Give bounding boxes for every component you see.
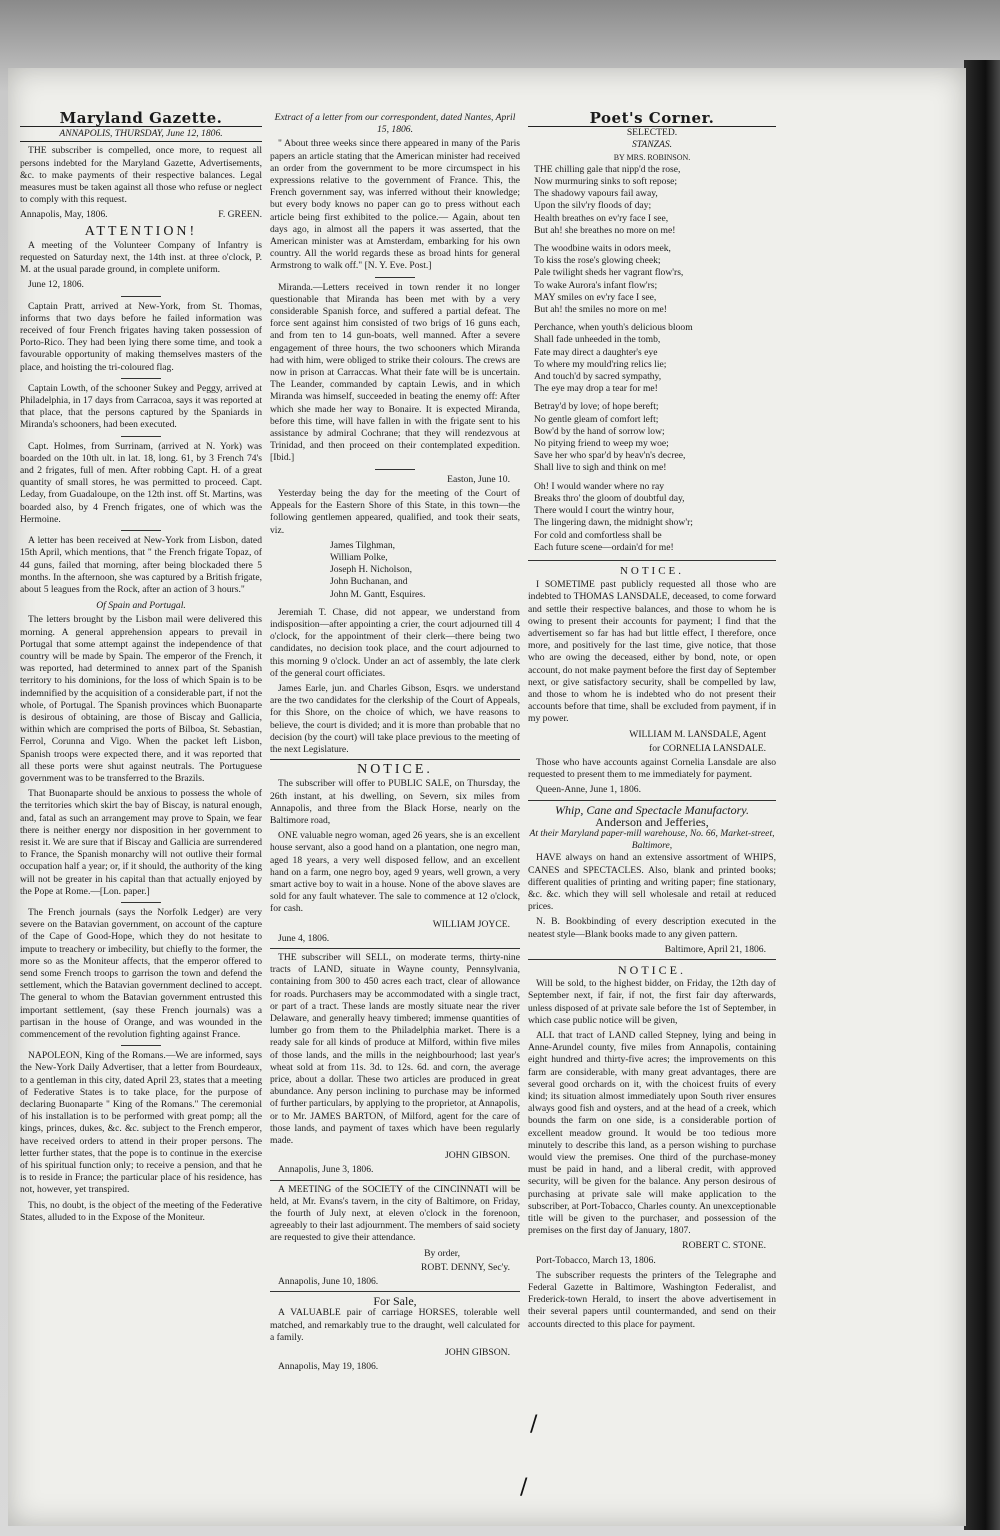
page-content — [20, 109, 776, 1512]
separator — [121, 1045, 161, 1046]
stone-notice-2: The subscriber requests the printers of the Telegraphe and Federal Gazette in Baltimore, Washington Federalist, and Frederick-town Herald, to insert the above advertisement in their several papers until countermanded, and send on their accounts directed to this place for payment. — [528, 1269, 776, 1330]
separator — [121, 378, 161, 379]
article-french-journals: The French journals (says the Norfolk Ledger) are very severe on the Batavian government, on account of the capture of the Cape of Good-Hope, which they do not hesitate to impute to treachery or imbecility, but chiefly to the former, the more so as the Moniteur affects, that the emperor offered to send some French troops to garrison the town and defend the settlement, which the Batavian government declined to accept. The general to whom the Batavian government entrusted this important settlement, (say these French journals) was a partisan in the house of Orange, and was wounded in the commencement of the revolution fighting against France. — [20, 906, 262, 1041]
article-easton-2: Jeremiah T. Chase, did not appear, we understand from indisposition—after appointing a crier, the court adjourned till 4 o'clock, for the appointment of their clerk—there being two candidates, no decision took place, and the court adjourned to this morning 9 o'clock. Under an act of assembly, the late clerk of the general court officiates. — [270, 606, 520, 679]
sale-date: June 4, 1806. — [278, 932, 330, 944]
separator — [121, 530, 161, 531]
lansdale-notice: I SOMETIME past publicly requested all those who are indebted to THOMAS LANSDALE, deceased, to come forward and settle their respective balances, and those to whom he is owing to present their accounts for payment; I find that the advertisement so far has had but little effect, I therefore, once more, and positively for the last time, give notice, that those who are owing the deceased, either by bond, note, or open account, do not make payment before the first day of September next, or give satisfactory security, shall be compelled by law, and those to whom he is indebted who do not present their accounts before that time, shall be excluded from payment, if in my power. — [528, 579, 776, 725]
attention-text: A meeting of the Volunteer Company of Infantry is requested on Saturday next, the 14th inst. at three o'clock, P. M. at the usual parade ground, in complete uniform. — [20, 239, 262, 276]
verse-2: The woodbine waits in odors meek, To kiss the rose's glowing cheek; Pale twilight sheds her vagrant flow'rs, To wake Aurora's infant flow'rs; MAY smiles on ev'ry face I see, But ah! the smiles no more on me! — [534, 243, 684, 316]
land-date: Annapolis, June 3, 1806. — [278, 1164, 374, 1176]
subscriber-notice: THE subscriber is compelled, once more, to request all persons indebted for the Maryland Gazette, Advertisements, &c. to make payments of their respective balances. Legal measures must be taken against all those who refuse or neglect to comply with this request. — [20, 145, 262, 206]
article-holmes: Capt. Holmes, from Surrinam, (arrived at N. York) was boarded on the 10th ult. in lat. 18, long. 61, by 3 French 74's and 2 frigates, full of men. After robbing Capt. H. of a great quantity of small stores, he was permitted to proceed. Capt. Leday, from Guadaloupe, on the 12th inst. off St. Martins, was boarded also, by 4 French frigates, one of which was the Hermoine. — [20, 440, 262, 525]
selected-label: SELECTED. — [528, 126, 776, 139]
poem-author: BY MRS. ROBINSON. — [613, 152, 691, 162]
land-signature: JOHN GIBSON. — [444, 1150, 510, 1162]
verse-4: Betray'd by love; of hope bereft; No gentle gleam of comfort left; Bow'd by the hand of sorrow low; No pitying friend to weep my woe; Save her who spar'd by heav'n's decree, Shall live to sigh and think on me! — [534, 401, 686, 474]
cincinnati-signature: ROBT. DENNY, Sec'y. — [421, 1261, 510, 1273]
stone-intro: Will be sold, to the highest bidder, on Friday, the 12th day of September next, if fair, if not, the first fair day afterwards, unless disposed of at private sale before the 1st of September, in which case public notice will be given, — [528, 978, 776, 1026]
stanzas-title: STANZAS. — [631, 139, 673, 151]
whip-text-2: N. B. Bookbinding of every description executed in the neatest style—Blank books made to any given pattern. — [528, 916, 776, 940]
article-miranda: Miranda.—Letters received in town render it no longer questionable that Miranda has been met with by a very considerable Spanish force, and suffered a partial defeat. The force sent against him consisted of two brigs of 16 guns each, and from ten to 14 gun-boats, well manned. After a severe engagement of three hours, the two schooners which Miranda had with him, were obliged to strike their colours. The crews are now in prison at Carraccas. What their fate will be is uncertain. The Leander, commanded by captain Lewis, and in which Miranda was himself, succeeded in beating the enemy off: After which she made her way to Bonaire. It is expected Miranda, before this time, will have fallen in with the frigate sent to his assistance by admiral Cochrane; that they will rendezvous at Trinidad, and then proceed on their contemplated expedition. [Ibid.] — [270, 281, 520, 464]
land-notice: THE subscriber will SELL, on moderate terms, thirty-nine tracts of LAND, situate in Wayne county, Pennsylvania, containing from 300 to 450 acres each tract, clear of allowance for roads. Purchasers may be accommodated with a single tract, or part of a tract. These lands are mostly situate near the river Delaware, and generally heavy timbered; immense quantities of lumber go from them to the Philadelphia market. There is a ready sale for all kinds of produce at Milford, within five miles of those lands, and the mills in the neighbourhood; last year's wheat sold at from 11s. 3d. to 12s. 6d. and corn, the average price, about a dollar. These two articles are produced in great abundance. Any person inclining to purchase may be informed of further particulars, by applying to the proprietor, at Annapolis, or to Mr. JAMES BARTON, of Milford, agent for the care of those lands, and payment of taxes which have been regularly made. — [270, 952, 520, 1147]
lansdale-for: for CORNELIA LANSDALE. — [649, 742, 766, 754]
notice-heading: NOTICE. — [619, 564, 685, 577]
rule — [270, 1291, 520, 1292]
whip-heading: Whip, Cane and Spectacle Manufactory. — [555, 802, 749, 817]
lansdale-signature: WILLIAM M. LANSDALE, Agent — [629, 728, 766, 740]
rule — [270, 1180, 520, 1181]
spain-portugal-heading: Of Spain and Portugal. — [96, 600, 186, 612]
stone-notice: ALL that tract of LAND called Stepney, lying and being in Anne-Arundel county, five miles from Annapolis, containing eight hundred and thirty-five acres; the improvements on this farm are considerable, with many great advantages, there are several good orchards on it, with the choicest fruits of every kind; its situation almost immediately upon South river ensures always good fish and oysters, and at the head of a creek, which bounds the farm on one side, is a considerable portion of excellent meadow ground. It would be too tedious more minutely to describe this land, as a person wishing to purchase would view the premises. One third of the purchase-money must be paid in hand, and a liberal credit, with approved security, will be given for the balance. Any person desirous of purchasing at private sale will make application to the subscriber, at Port-Tobacco, Charles county. An unexceptionable title will be given to the purchaser, and possession of the premises on the first day of January, 1807. — [528, 1030, 776, 1237]
cincinnati-date: Annapolis, June 10, 1806. — [278, 1276, 379, 1288]
forsale-date: Annapolis, May 19, 1806. — [278, 1361, 379, 1373]
sale-text: ONE valuable negro woman, aged 26 years, she is an excellent house servant, also a good hand on a plantation, one negro man, aged 18 years, a very well disposed fellow, and an excellent hand on a farm, one negro boy, aged 9 years, well grown, a very smart active boy to wait in a house. None of the above slaves are sold for any fault whatever. The sale to commence at 12 o'clock, for cash. — [270, 830, 520, 915]
whip-date: Baltimore, April 21, 1806. — [664, 943, 766, 955]
forsale-signature: JOHN GIBSON. — [444, 1347, 510, 1359]
forsale-heading: For Sale, — [373, 1294, 417, 1309]
issue-dateline: ANNAPOLIS, THURSDAY, June 12, 1806. — [20, 126, 262, 142]
masthead-poets-corner: Poet's Corner. — [589, 109, 715, 127]
lansdale-date: Queen-Anne, June 1, 1806. — [536, 784, 641, 796]
handwritten-mark: / — [520, 1475, 528, 1500]
whip-firm: Anderson and Jefferies, — [595, 814, 709, 829]
rule — [528, 800, 776, 801]
article-napoleon: NAPOLEON, King of the Romans.—We are informed, says the New-York Daily Advertiser, that a letter from Bourdeaux, to a gentleman in this city, dated April 23, states that a meeting of Federative States is to take place, for the purpose of declaring Buonaparte " King of the Romans." The ceremonial of his installation is to be performed with great pomp; all the kings, princes, dukes, &c. &c. subject to the French emperor, have received orders to attend in their proper persons. The letter further states, that the pope is to continue in the exercise of his spiritual function only; to receive a pension, and that he is to reside in France; the particular place of his residence, has not, however, yet transpired. — [20, 1050, 262, 1196]
separator — [121, 296, 161, 297]
lansdale-notice-2: Those who have accounts against Cornelia Lansdale are also requested to present them to me immediately for payment. — [528, 756, 776, 781]
whip-address: At their Maryland paper-mill warehouse, No. 66, Market-street, Baltimore, — [529, 827, 775, 852]
masthead-maryland-gazette: Maryland Gazette. — [59, 109, 223, 127]
article-pratt: Captain Pratt, arrived at New-York, from St. Thomas, informs that two days before he failed information was received of four French frigates having taken possession of Porto-Rico. They had been lying there some time, and took a favourable opportunity of making themselves masters of the place, and hoisting the tri-coloured flag. — [20, 300, 262, 373]
separator — [121, 902, 161, 903]
column-1 — [20, 109, 262, 1227]
column-2 — [270, 112, 520, 1377]
book-spine — [964, 60, 1000, 1530]
article-lowth: Captain Lowth, of the schooner Sukey and Peggy, arrived at Philadelphia, in 17 days from Carracoa, says it was reported at that place, that the persons captured by the Spaniards in Miranda's schooners, had been executed. — [20, 382, 262, 431]
stone-date: Port-Tobacco, March 13, 1806. — [536, 1254, 656, 1266]
article-easton-3: James Earle, jun. and Charles Gibson, Esqrs. we understand are the two candidates for the clerkship of the Court of Appeals, for this Shore, on the choice of which, we have reasons to believe, the court is divided; and it is more than probable that no decision (by the court) will take place previous to the meeting of the next Legislature. — [270, 682, 520, 755]
separator — [375, 277, 415, 278]
column-3 — [528, 109, 776, 1334]
judges-list: James Tilghman, William Polke, Joseph H. Nicholson, John Buchanan, and John M. Gantt, Esquires. — [330, 539, 426, 600]
cincinnati-order: By order, — [424, 1247, 460, 1259]
newspaper-page — [8, 68, 966, 1526]
rule — [528, 959, 776, 960]
notice-signature: F. GREEN. — [218, 209, 262, 221]
notice-heading: NOTICE. — [357, 762, 433, 778]
easton-dateline: Easton, June 10. — [447, 473, 510, 485]
stone-notice-heading: NOTICE. — [618, 963, 686, 977]
sale-signature: WILLIAM JOYCE. — [432, 918, 510, 930]
article-napoleon-2: This, no doubt, is the object of the meeting of the Federative States, alluded to in the Expose of the Moniteur. — [20, 1199, 262, 1223]
article-easton: Yesterday being the day for the meeting of the Court of Appeals for the Eastern Shore of this State, in this town—the following gentlemen appeared, qualified, and took their seats, viz. — [270, 487, 520, 536]
rule — [270, 948, 520, 949]
attention-heading: ATTENTION! — [84, 223, 198, 239]
separator — [121, 436, 161, 437]
notice-place-date: Annapolis, May, 1806. — [20, 209, 108, 221]
article-extract: " About three weeks since there appeared in many of the Paris papers an article stating that the American minister had received an order from the government to be more circumspect in his expressions relative to the government of France. This, the French government say, was inferred without their knowledge; but every body knows no paper can go to press without each article being first exhibited to the police.— Again, about ten days ago, in almost all the papers it was asserted, that the American minister was at Amsterdam, embarking for his own country. All the world regards these as broad hints for general Armstrong to walk off." [N. Y. Eve. Post.] — [270, 138, 520, 272]
cincinnati-notice: A MEETING of the SOCIETY of the CINCINNATI will be held, at Mr. Evans's tavern, in the city of Baltimore, on Friday, the fourth of July next, at eleven o'clock in the forenoon, agreeably to their last adjournment. The members of said society are requested to give their attendance. — [270, 1183, 520, 1244]
rule — [270, 759, 520, 760]
sale-intro: The subscriber will offer to PUBLIC SALE, on Thursday, the 26th instant, at his dwelling, on Severn, six miles from Annapolis, and three from the Black Horse, nearly on the Baltimore road, — [270, 778, 520, 826]
attention-date: June 12, 1806. — [28, 279, 84, 291]
article-spain-2: That Buonaparte should be anxious to possess the whole of the territories which skirt the bay of Biscay, is natural enough, and, fatal as such an arrangement may prove to Spain, we fear there is neither energy nor disposition in her government to resist it. We are sure that if Biscay and Gallicia are surrendered to France, the Spanish monarchy will not outlive their formal occupation half a year; or, if it should, the authority of the king will not be greater in his capital than that actually enjoyed by the Pope at Rome.—[Lon. paper.] — [20, 788, 262, 897]
verse-3: Perchance, when youth's delicious bloom Shall fade unheeded in the tomb, Fate may direct a daughter's eye To where my mould'ring relics lie; And touch'd by sacred sympathy, The eye may drop a tear for me! — [534, 322, 693, 395]
stone-signature: ROBERT C. STONE. — [682, 1240, 766, 1252]
forsale-text: A VALUABLE pair of carriage HORSES, tolerable well matched, and remarkably true to the draught, well calculated for a family. — [270, 1307, 520, 1343]
article-lisbon-letter: A letter has been received at New-York from Lisbon, dated 15th April, which mentions, that " the French frigate Topaz, of 44 guns, failed that morning, after being blockaded there 5 months. In the afternoon, she was captured by a British frigate, about 5 leagues from the Rock, after an action of 3 hours." — [20, 535, 262, 595]
whip-text: HAVE always on hand an extensive assortment of WHIPS, CANES and SPECTACLES. Also, blank and printed books; different qualities of printing and writing paper; fine stationary, &c. &c. which they will sell wholesale and retail at reduced prices. — [528, 852, 776, 913]
article-spain-1: The letters brought by the Lisbon mail were delivered this morning. A general apprehension appears to prevail in Portugal that some attempt against the independence of that country will be made by Spain. The emperor of the French, it was reported, had determined to annex part of the Spanish territory to his dominions, for the loss of which Spain is to be indemnified by the acquisition of a considerable part, if not the whole, of Portugal. The Spanish provinces which Buonaparte is desirous of obtaining, are those of Biscay and Gallicia, within which are comprised the ports of Bilboa, St. Sebastian, Ferrol, Corunna and Vigo. When the packet left Lisbon, Spanish troops were expected there, and it was reported that all these ports were shut against neutrals. The Portuguese government was to be transferred to the Brazils. — [20, 614, 262, 784]
rule — [528, 560, 776, 561]
extract-heading: Extract of a letter from our correspondent, dated Nantes, April 15, 1806. — [274, 112, 516, 136]
handwritten-mark: / — [530, 1412, 538, 1437]
verse-5: Oh! I would wander where no ray Breaks thro' the gloom of doubtful day, There would I court the wintry hour, The lingering dawn, the midnight show'r; For cold and comfortless shall be Each future scene—ordain'd for me! — [534, 480, 693, 553]
separator — [375, 469, 415, 470]
verse-1: THE chilling gale that nipp'd the rose, Now murmuring sinks to soft repose; The shadowy vapours fail away, Upon the silv'ry floods of day; Health breathes on ev'ry face I see, But ah! she breathes no more on me! — [534, 163, 681, 236]
